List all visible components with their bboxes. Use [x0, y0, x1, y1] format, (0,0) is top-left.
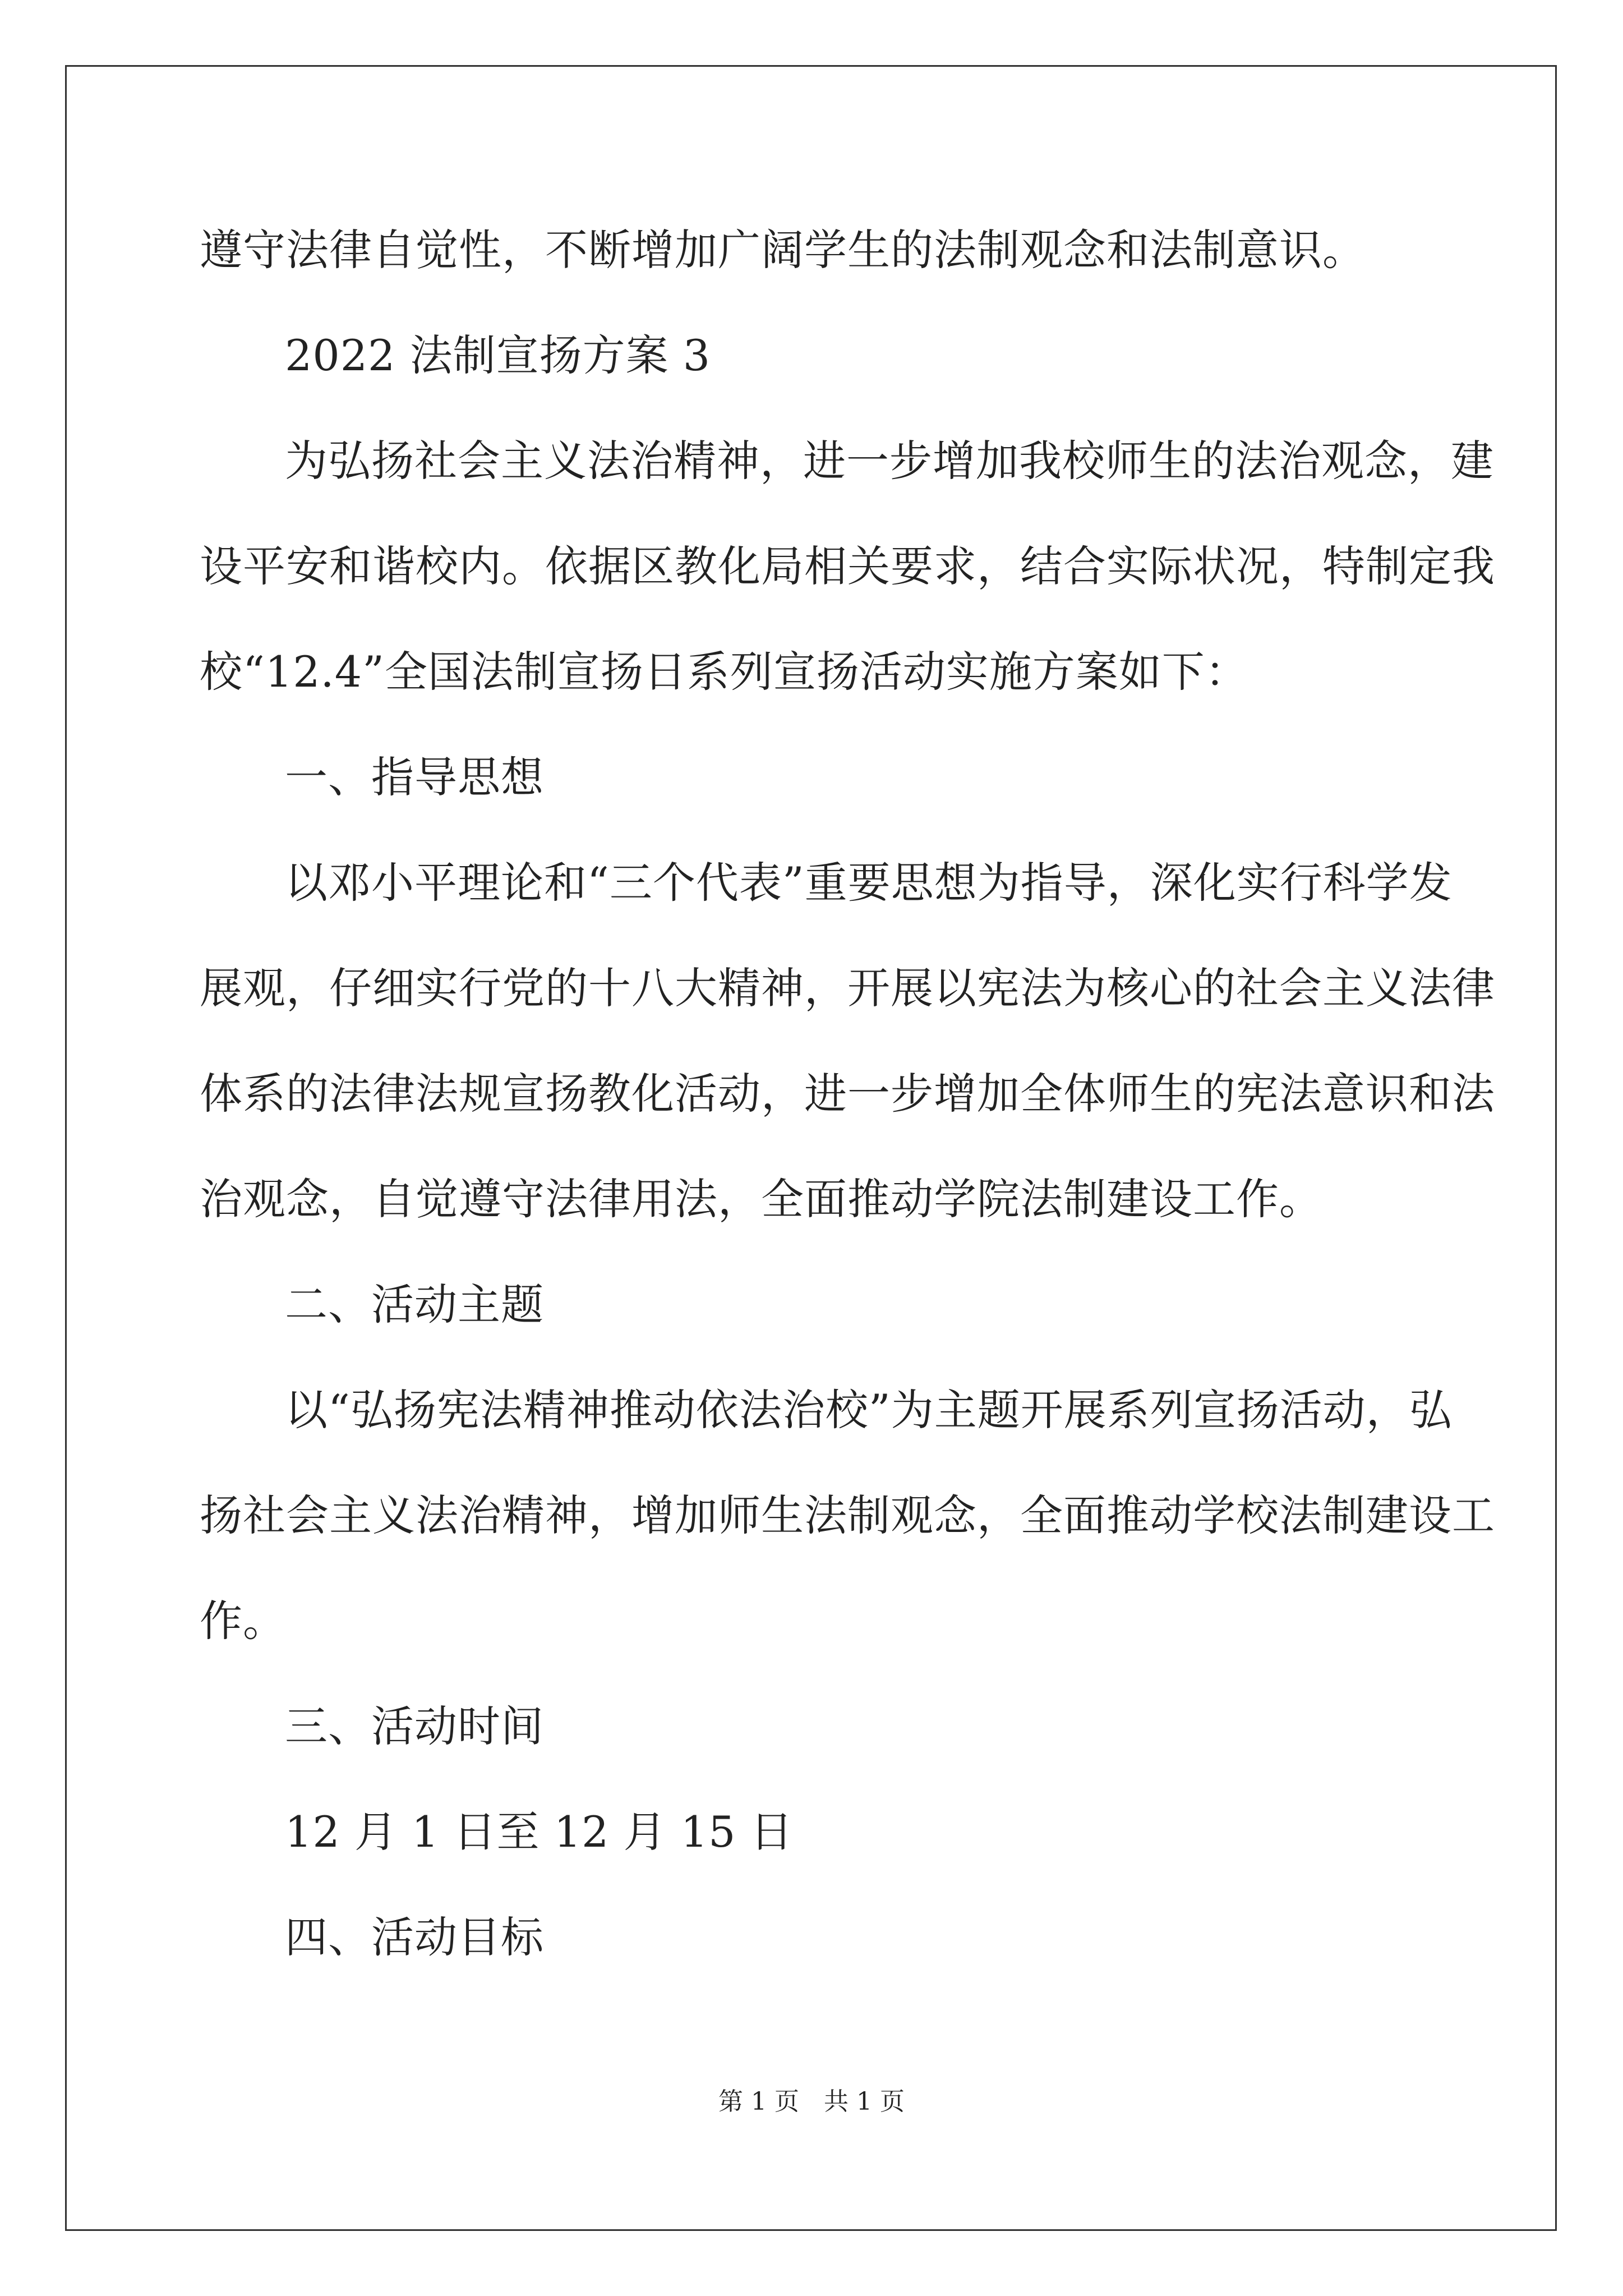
paragraph-line: 以“弘扬宪法精神推动依法治校”为主题开展系列宣扬活动，弘 [285, 1385, 1453, 1435]
paragraph-line: 以邓小平理论和“三个代表”重要思想为指导，深化实行科学发 [285, 858, 1453, 908]
paragraph-line: 展观，仔细实行党的十八大精神，开展以宪法为核心的社会主义法律 [200, 963, 1495, 1013]
activity-dates: 12 月 1 日至 12 月 15 日 [285, 1807, 794, 1857]
paragraph-line: 遵守法律自觉性，不断增加广阔学生的法制观念和法制意识。 [200, 225, 1366, 275]
heading-guiding-ideology: 一、指导思想 [285, 752, 544, 802]
section-title: 2022 法制宣扬方案 3 [285, 330, 711, 380]
paragraph-line: 设平安和谐校内。依据区教化局相关要求，结合实际状况，特制定我 [200, 541, 1495, 591]
heading-activity-goal: 四、活动目标 [285, 1912, 544, 1962]
paragraph-line: 扬社会主义法治精神，增加师生法制观念，全面推动学校法制建设工 [200, 1490, 1495, 1540]
heading-activity-theme: 二、活动主题 [285, 1280, 544, 1329]
paragraph-line: 为弘扬社会主义法治精神，进一步增加我校师生的法治观念，建 [285, 436, 1494, 486]
document-body [200, 197, 1495, 1990]
paragraph-line: 体系的法律法规宣扬教化活动，进一步增加全体师生的宪法意识和法 [200, 1069, 1495, 1119]
paragraph-line: 治观念，自觉遵守法律用法，全面推动学院法制建设工作。 [200, 1174, 1322, 1224]
paragraph-line: 校“12.4”全国法制宣扬日系列宣扬活动实施方案如下： [200, 647, 1248, 697]
page-footer: 第 1 页 共 1 页 [718, 2087, 905, 2116]
paragraph-line: 作。 [200, 1596, 286, 1646]
heading-activity-time: 三、活动时间 [285, 1701, 544, 1751]
